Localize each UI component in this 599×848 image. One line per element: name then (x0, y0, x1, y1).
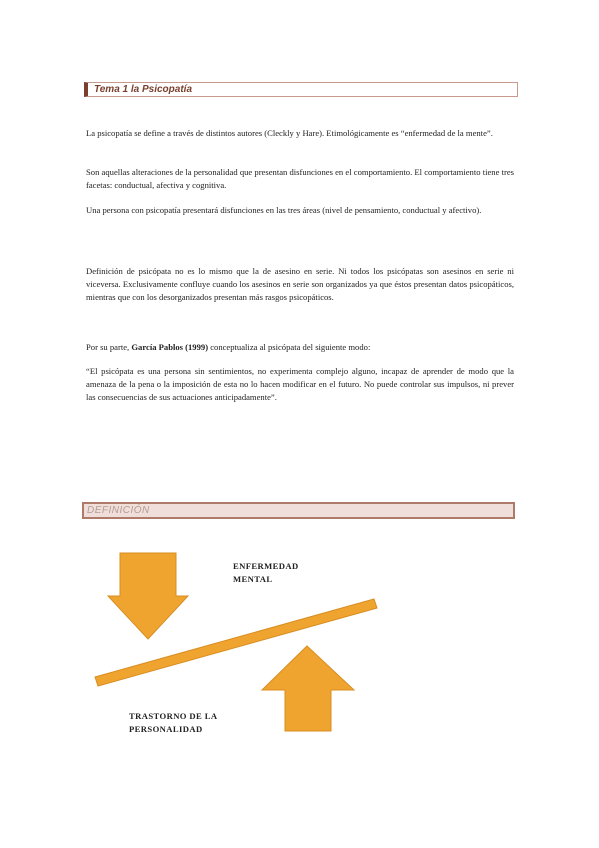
label-trastorno-line1: TRASTORNO DE LA (129, 711, 218, 721)
paragraph-alterations: Son aquellas alteraciones de la personalidad que presentan disfunciones en el comportamiento. El comportamiento tiene tres facetas: conductual, afectiva y cognitiva. (86, 167, 514, 190)
garcia-prefix: Por su parte, (86, 342, 132, 352)
up-arrow-shape (262, 646, 354, 731)
paragraph-areas: Una persona con psicopatía presentará disfunciones en las tres áreas (nivel de pensamiento, conductual y afectivo). (86, 205, 482, 215)
definition-heading-title: DEFINICIÓN (87, 505, 150, 516)
paragraph-serial-killers: Definición de psicópata no es lo mismo que la de asesino en serie. Ni todos los psicópatas son asesinos en serie ni viceversa. Exclusivamente confluye cuando los asesinos en serie son organizados ya que éstos presentan datos psicopáticos, mientras que con los desorganizados presentan más rasgos psicopáticos. (86, 266, 514, 302)
garcia-citation: García Pablos (1999) (131, 342, 209, 352)
garcia-suffix: conceptualiza al psicópata del siguiente modo: (208, 342, 371, 352)
down-arrow-shape (108, 553, 188, 639)
label-enfermedad-line1: ENFERMEDAD (233, 561, 299, 571)
label-enfermedad-line2: MENTAL (233, 574, 273, 584)
label-trastorno-line2: PERSONALIDAD (129, 724, 203, 734)
paragraph-quote: “El psicópata es una persona sin sentimientos, no experimenta complejo alguno, incapaz de aprender de modo que la amenaza de la pena o la imposición de esta no lo hacen modificar en el futuro. No puede controlar sus impulsos, ni prever las consecuencias de sus actuaciones anticipadamente”. (86, 366, 514, 402)
label-trastorno-personalidad (129, 710, 217, 736)
paragraph-definition: La psicopatía se define a través de distintos autores (Cleckly y Hare). Etimológicamente es “enfermedad de la mente”. (86, 128, 493, 138)
label-enfermedad-mental (233, 560, 299, 586)
section-heading-title: Tema 1 la Psicopatía (94, 84, 193, 95)
